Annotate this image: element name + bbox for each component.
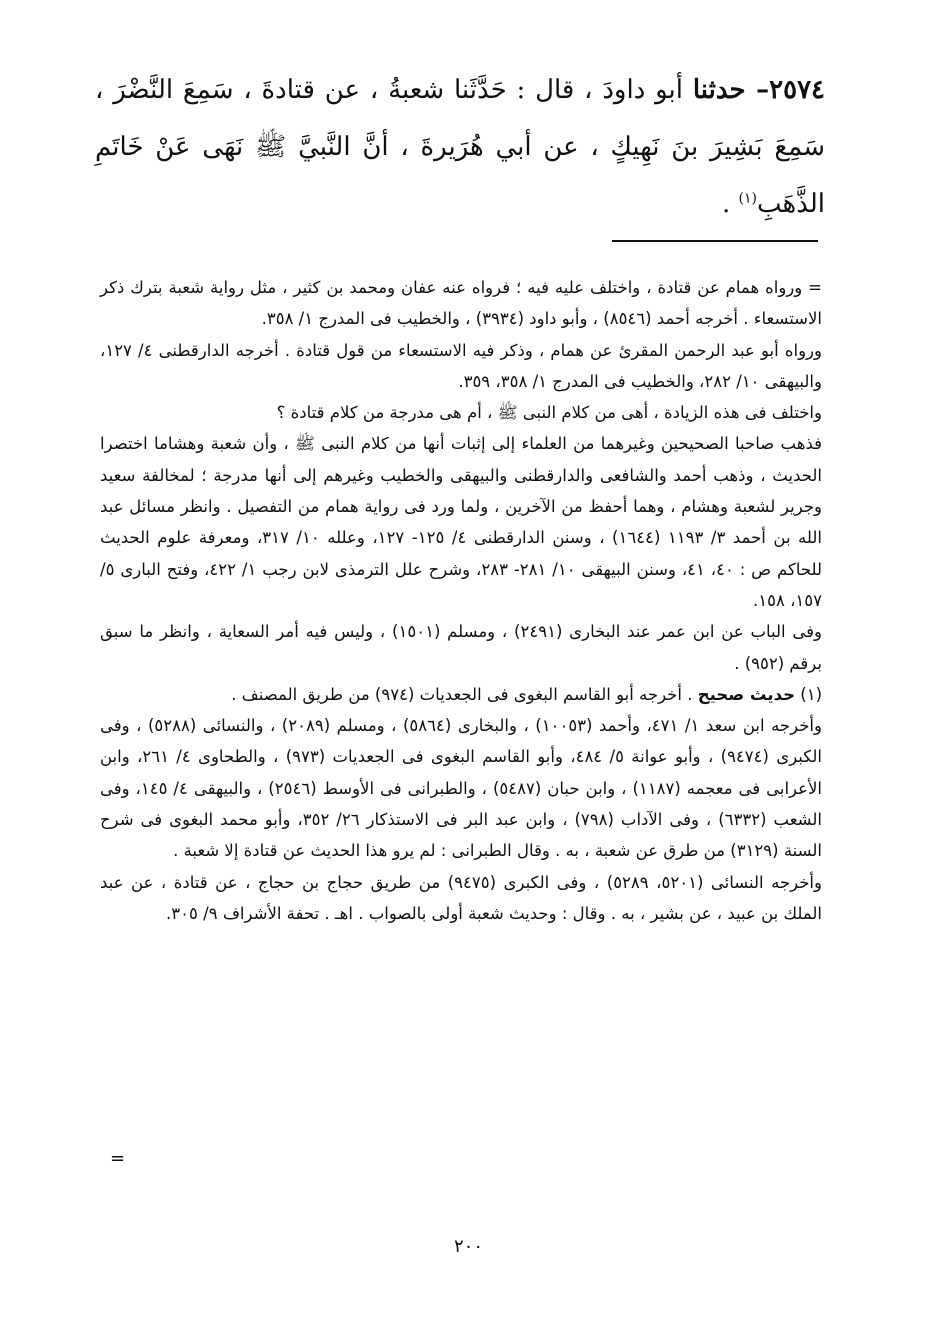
footnotes [100,272,822,929]
note-paragraph: فذهب صاحبا الصحيحين وغيرهما من العلماء إلى إثبات أنها من كلام النبى ﷺ ، وأن شعبة وهشاما اختصرا الحديث ، وذهب أحمد والشافعى والدارقطنى والبيهقى والخطيب وغيرهم إلى أنها مدرجة ؛ لمخالفة سعيد وجرير لشعبة وهشام ، وهما أحفظ من الآخرين ، ولما ورد فى رواية همام من التفصيل . وانظر مسائل عبد الله بن أحمد ٣/ ١١٩٣ (١٦٤٤) ، وسنن الدارقطنى ٤/ ١٢٥- ١٢٧، وعلله ١٠/ ٣١٧، ومعرفة علوم الحديث للحاكم ص : ٤٠، ٤١، وسنن البيهقى ١٠/ ٢٨١- ٢٨٣، وشرح علل الترمذى لابن رجب ١/ ٤٢٢، وفتح البارى ٥/ ١٥٧، ١٥٨. [100,434,823,610]
note-paragraph: واختلف فى هذه الزيادة ، أهى من كلام النبى ﷺ ، أم هى مدرجة من كلام قتادة ؟ [276,403,822,423]
grading: حديث صحيح [697,684,795,704]
hadith-end: . [721,189,739,219]
page-number: ٢٠٠ [453,1236,483,1257]
note-paragraph: = ورواه همام عن قتادة ، واختلف عليه فيه ؛ فرواه عنه عفان ومحمد بن كثير ، مثل رواية شعبة بترك ذكر الاستسعاء . أخرجه أحمد (٨٥٤٦) ، وأبو داود (٣٩٣٤) ، والخطيب فى المدرج ١/ ٣٥٨. [100,278,822,329]
hadith-body: أبو داودَ ، قال : حَدَّثَنا شعبةُ ، عن قتادةَ ، سَمِعَ النَّضْرَ ، سَمِعَ بَشِيرَ بنَ نَهِيكٍ ، عن أبي هُرَيرةَ ، أنَّ النَّبيَّ ﷺ نَهَى عَنْ خَاتَمِ الذَّهَبِ [95,75,825,219]
footnote-1: (١) حديث صحيح . أخرجه أبو القاسم البغوى فى الجعديات (٩٧٤) من طريق المصنف . [231,684,822,704]
hadith-number: ٢٥٧٤ [769,75,825,105]
continuation-mark: = [110,1148,126,1169]
note-paragraph: وأخرجه النسائى (٥٢٠١، ٥٢٨٩) ، وفى الكبرى (٩٤٧٥) من طريق حجاج بن حجاج ، عن قتادة ، عن عبد الملك بن عبيد ، عن بشير ، به . وقال : وحديث شعبة أولى بالصواب . اهـ . تحفة الأشراف ٩/ ٣٠٥. [100,872,822,923]
hadith-lead: – حدثنا [692,75,770,105]
hadith-text [95,62,825,233]
note-paragraph: ورواه أبو عبد الرحمن المقرئ عن همام ، وذكر فيه الاستسعاء من قول قتادة . أخرجه الدارقطنى ٤/ ١٢٧، والبيهقى ١٠/ ٢٨٢، والخطيب فى المدرج ١/ ٣٥٨، ٣٥٩. [100,340,822,391]
footnote-ref: (١) [738,190,757,207]
note-paragraph: وفى الباب عن ابن عمر عند البخارى (٢٤٩١) ، ومسلم (١٥٠١) ، وليس فيه أمر السعاية ، وانظر ما سبق برقم (٩٥٢) . [100,622,822,673]
footnote-marker: (١) [800,684,822,704]
footnote-separator [612,240,818,242]
note-paragraph: وأخرجه ابن سعد ١/ ٤٧١، وأحمد (١٠٠٥٣) ، والبخارى (٥٨٦٤) ، ومسلم (٢٠٨٩) ، والنسائى (٥٢٨٨) ، وفى الكبرى (٩٤٧٤) ، وأبو عوانة ٥/ ٤٨٤، وأبو القاسم البغوى فى الجعديات (٩٧٣) ، والطحاوى ٤/ ٢٦١، وابن الأعرابى فى معجمه (١١٨٧) ، وابن حبان (٥٤٨٧) ، والطبرانى فى الأوسط (٢٥٤٦) ، والبيهقى ٤/ ١٤٥، وفى الشعب (٦٣٣٢) ، وفى الآداب (٧٩٨) ، وابن عبد البر فى الاستذكار ٢٦/ ٣٥٢، وأبو محمد البغوى فى شرح السنة (٣١٢٩) من طرق عن شعبة ، به . وقال الطبرانى : لم يرو هذا الحديث عن قتادة إلا شعبة . [100,716,822,861]
